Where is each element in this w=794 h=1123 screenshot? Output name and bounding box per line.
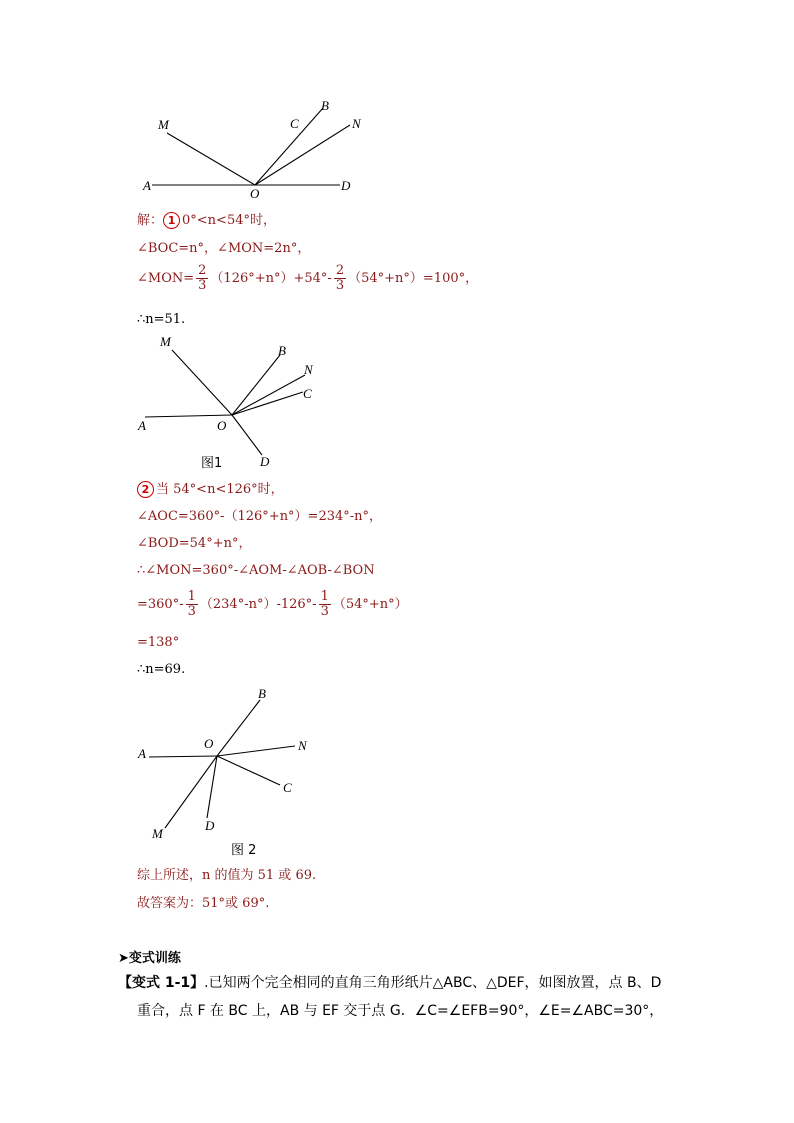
ray-om xyxy=(172,350,232,415)
case1-line2 xyxy=(137,264,478,293)
label-a: A xyxy=(138,418,146,433)
ray-on xyxy=(217,746,295,756)
ray-oa xyxy=(145,415,232,417)
case2-line5: =138° xyxy=(137,635,180,650)
ray-oc xyxy=(217,756,280,785)
label-c: C xyxy=(290,116,299,131)
label-n: N xyxy=(304,362,313,377)
fraction-numerator: 1 xyxy=(320,589,329,604)
case1-line2-post: （54°+n°）=100°， xyxy=(348,271,479,286)
case2-line4-pre: =360°- xyxy=(137,597,184,612)
ray-od xyxy=(207,756,217,818)
case2-line3: ∴∠MON=360°-∠AOM-∠AOB-∠BON xyxy=(137,563,375,578)
label-a: A xyxy=(138,746,146,761)
ray-ob xyxy=(232,355,280,415)
case2-cond-text: 当 54°<n<126°时， xyxy=(156,482,284,497)
case2-conclusion: ∴n=69. xyxy=(137,662,186,677)
fraction-denominator: 3 xyxy=(187,604,196,619)
problem-tag: 【变式 1-1】 xyxy=(118,975,205,991)
solution-intro: 解： xyxy=(137,213,164,228)
case-number-1: 1 xyxy=(163,212,180,229)
case2-condition xyxy=(137,481,284,498)
summary-line2: 故答案为：51°或 69°. xyxy=(137,896,270,911)
case1-condition xyxy=(137,212,276,229)
label-m: M xyxy=(158,117,169,132)
case1-line2-pre: ∠MON= xyxy=(137,271,195,286)
label-o: O xyxy=(204,736,214,751)
label-b: B xyxy=(278,343,286,358)
ray-on xyxy=(255,125,350,185)
case2-line4-mid: （234°-n°）-126°- xyxy=(199,597,317,612)
case1-conclusion: ∴n=51. xyxy=(137,312,186,327)
case1-cond-text: 0°<n<54°时， xyxy=(182,213,276,228)
fraction-denominator: 3 xyxy=(198,278,207,293)
label-n: N xyxy=(352,116,361,131)
label-o: O xyxy=(250,186,260,201)
label-a: A xyxy=(143,178,151,193)
label-m: M xyxy=(152,826,163,841)
ray-od xyxy=(232,415,262,455)
case2-line1: ∠AOC=360°-（126°+n°）=234°-n°， xyxy=(137,509,383,524)
case2-line4 xyxy=(137,590,408,619)
summary-line1: 综上所述，n 的值为 51 或 69. xyxy=(137,868,317,883)
figure-2-caption: 图 2 xyxy=(231,843,257,858)
label-d: D xyxy=(260,454,270,469)
case1-line1: ∠BOC=n°，∠MON=2n°， xyxy=(137,241,311,256)
label-c: C xyxy=(283,780,292,795)
problem-line1 xyxy=(118,973,661,993)
fraction-two-thirds xyxy=(334,264,346,293)
fraction-denominator: 3 xyxy=(335,278,345,293)
problem-text-1: .已知两个完全相同的直角三角形纸片△ABC、△DEF，如图放置，点 B、D xyxy=(204,975,662,991)
fraction-numerator: 2 xyxy=(335,263,345,278)
ray-ob xyxy=(255,108,323,185)
case2-line2: ∠BOD=54°+n°， xyxy=(137,536,252,551)
ray-ob xyxy=(217,700,260,756)
problem-line2: 重合，点 F 在 BC 上，AB 与 EF 交于点 G．∠C=∠EFB=90°，∠E=∠ABC=30°， xyxy=(137,1003,664,1019)
label-o: O xyxy=(217,418,227,433)
fraction-numerator: 2 xyxy=(198,263,207,278)
ray-oa xyxy=(149,756,217,757)
label-b: B xyxy=(258,686,266,701)
case2-line4-post: （54°+n°） xyxy=(332,597,408,612)
label-m: M xyxy=(160,334,171,349)
figure-1-caption: 图1 xyxy=(201,456,223,471)
label-d: D xyxy=(341,178,351,193)
section-title: 变式训练 xyxy=(128,951,181,966)
case1-line2-mid: （126°+n°）+54°- xyxy=(210,271,332,286)
label-b: B xyxy=(321,98,329,113)
fraction-one-third xyxy=(319,590,331,619)
fraction-two-thirds xyxy=(196,264,208,293)
label-n: N xyxy=(298,738,307,753)
section-header xyxy=(118,947,181,966)
label-c: C xyxy=(303,386,312,401)
figure-2 xyxy=(135,690,335,850)
case-number-2: 2 xyxy=(137,481,154,498)
fraction-numerator: 1 xyxy=(187,589,196,604)
label-d: D xyxy=(205,818,215,833)
fraction-denominator: 3 xyxy=(320,604,329,619)
fraction-one-third xyxy=(186,590,198,619)
ray-om xyxy=(167,133,255,185)
arrow-bullet-icon: ➤ xyxy=(118,951,129,966)
